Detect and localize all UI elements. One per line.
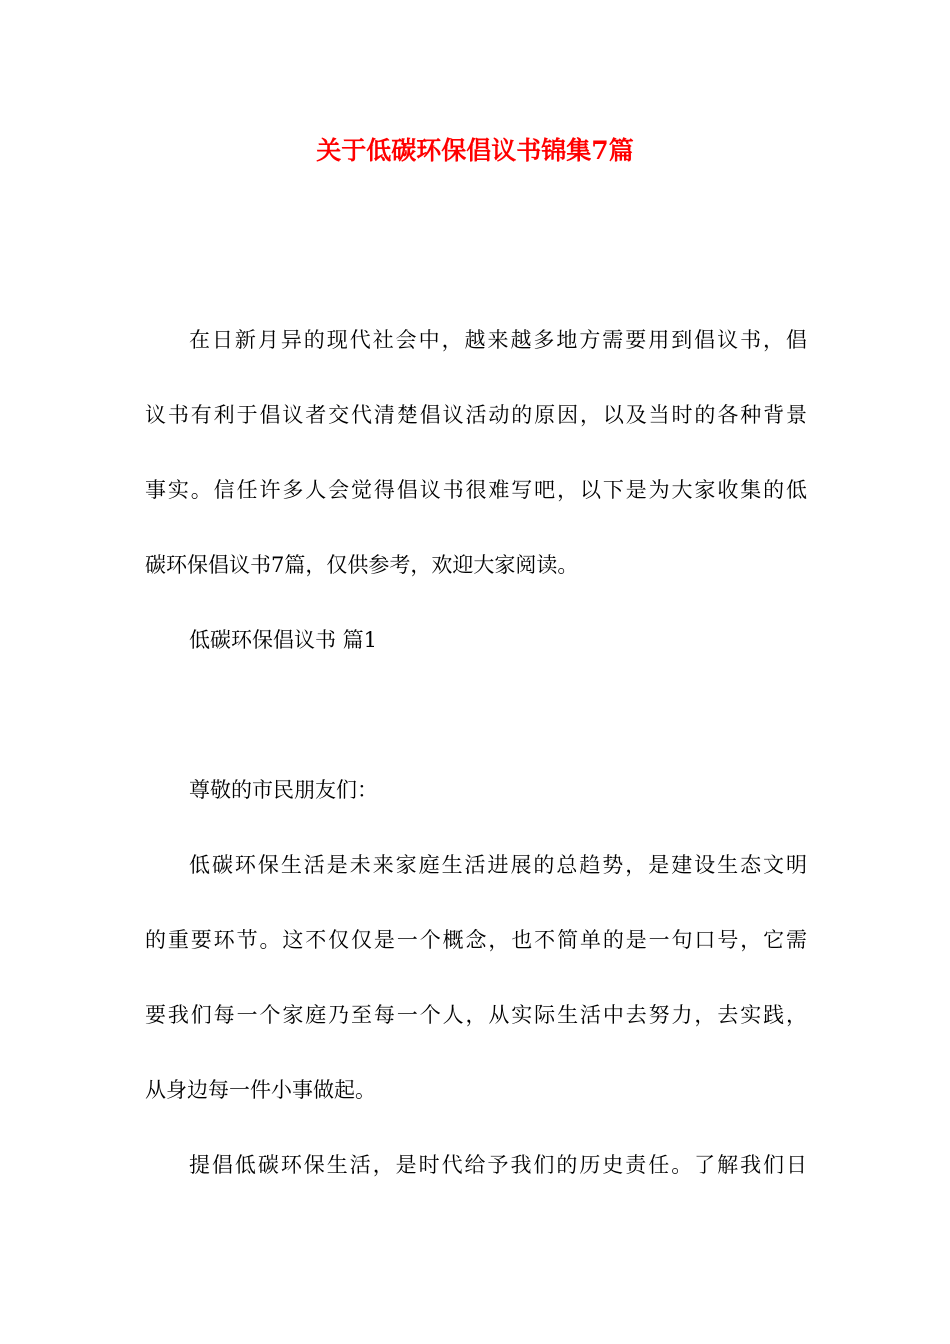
paragraph-line: 提倡低碳环保生活，是时代给予我们的历史责任。了解我们日 <box>189 1153 807 1177</box>
salutation: 尊敬的市民朋友们： <box>189 778 378 802</box>
paragraph-line: 在日新月异的现代社会中，越来越多地方需要用到倡议书，倡 <box>189 328 807 352</box>
document-title: 关于低碳环保倡议书锦集7篇 <box>316 136 634 165</box>
paragraph-line: 要我们每一个家庭乃至每一个人，从实际生活中去努力，去实践， <box>145 1003 807 1027</box>
paragraph-line: 从身边每一件小事做起。 <box>145 1078 376 1102</box>
paragraph-line: 事实。信任许多人会觉得倡议书很难写吧，以下是为大家收集的低 <box>145 478 807 502</box>
paragraph-line: 的重要环节。这不仅仅是一个概念，也不简单的是一句口号，它需 <box>145 928 807 952</box>
paragraph-line: 低碳环保生活是未来家庭生活进展的总趋势，是建设生态文明 <box>189 853 807 877</box>
paragraph-line: 碳环保倡议书7篇，仅供参考，欢迎大家阅读。 <box>145 553 579 577</box>
paragraph-line: 议书有利于倡议者交代清楚倡议活动的原因，以及当时的各种背景 <box>145 403 807 427</box>
section-heading: 低碳环保倡议书 篇1 <box>189 628 378 652</box>
